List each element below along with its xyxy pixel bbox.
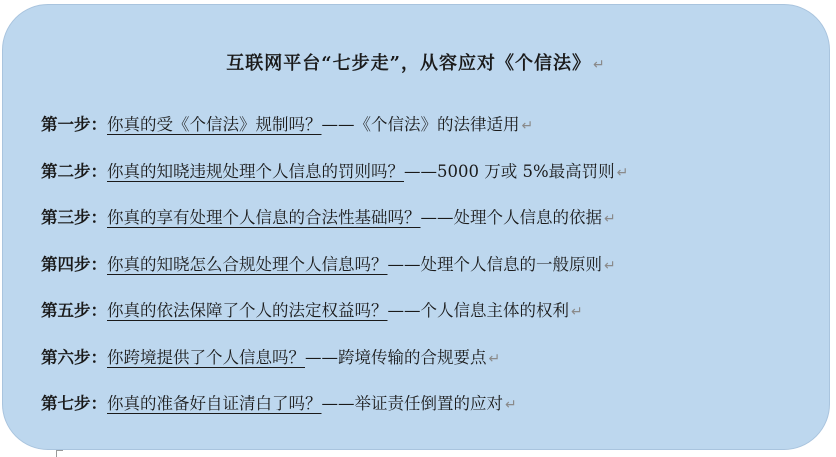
- step-6: [41, 346, 628, 393]
- step-5: [41, 299, 628, 346]
- step-3: [41, 206, 628, 253]
- paragraph-mark: ↵: [604, 257, 616, 274]
- step-question: 你真的受《个信法》规制吗？: [107, 115, 322, 134]
- paragraph-mark: ↵: [505, 397, 517, 413]
- step-7: [41, 392, 628, 439]
- paragraph-mark: ↵: [604, 211, 616, 227]
- step-answer: ——个人信息主体的权利: [387, 301, 569, 320]
- paragraph-mark: ↵: [521, 118, 534, 134]
- steps-list: [41, 113, 628, 439]
- step-question: 你真的准备好自证清白了吗？: [107, 394, 322, 413]
- title-text: 互联网平台“七步走”，从容应对《个信法》: [226, 53, 591, 74]
- step-label: 第六步：: [41, 347, 107, 367]
- step-question: 你真的知晓违规处理个人信息的罚则吗？: [107, 161, 404, 181]
- step-2: [41, 160, 628, 207]
- paragraph-mark: ↵: [571, 304, 583, 320]
- paragraph-mark: ↵: [592, 57, 606, 73]
- step-label: 第四步：: [41, 254, 107, 274]
- step-label: 第五步：: [41, 301, 107, 320]
- step-answer: ——处理个人信息的一般原则: [387, 254, 602, 274]
- step-label: 第七步：: [41, 394, 107, 413]
- step-answer: ——《个信法》的法律适用: [321, 115, 520, 134]
- step-label: 第一步：: [41, 115, 107, 134]
- paragraph-mark: ↵: [488, 350, 501, 367]
- step-answer: ——跨境传输的合规要点: [305, 347, 487, 367]
- step-answer: ——处理个人信息的依据: [420, 208, 602, 227]
- step-question: 你真的享有处理个人信息的合法性基础吗？: [107, 208, 421, 227]
- step-question: 你真的依法保障了个人的法定权益吗？: [107, 301, 388, 320]
- step-answer: ——5000 万或 5%最高罚则: [404, 161, 615, 181]
- step-label: 第二步：: [41, 161, 107, 181]
- paragraph-mark: ↵: [616, 164, 629, 181]
- content-panel: [2, 4, 830, 450]
- step-answer: ——举证责任倒置的应对: [321, 394, 503, 413]
- step-1: [41, 113, 628, 160]
- document-title: [3, 49, 829, 75]
- step-question: 你真的知晓怎么合规处理个人信息吗？: [107, 254, 388, 274]
- step-label: 第三步：: [41, 208, 107, 227]
- step-4: [41, 253, 628, 300]
- step-question: 你跨境提供了个人信息吗？: [107, 347, 305, 367]
